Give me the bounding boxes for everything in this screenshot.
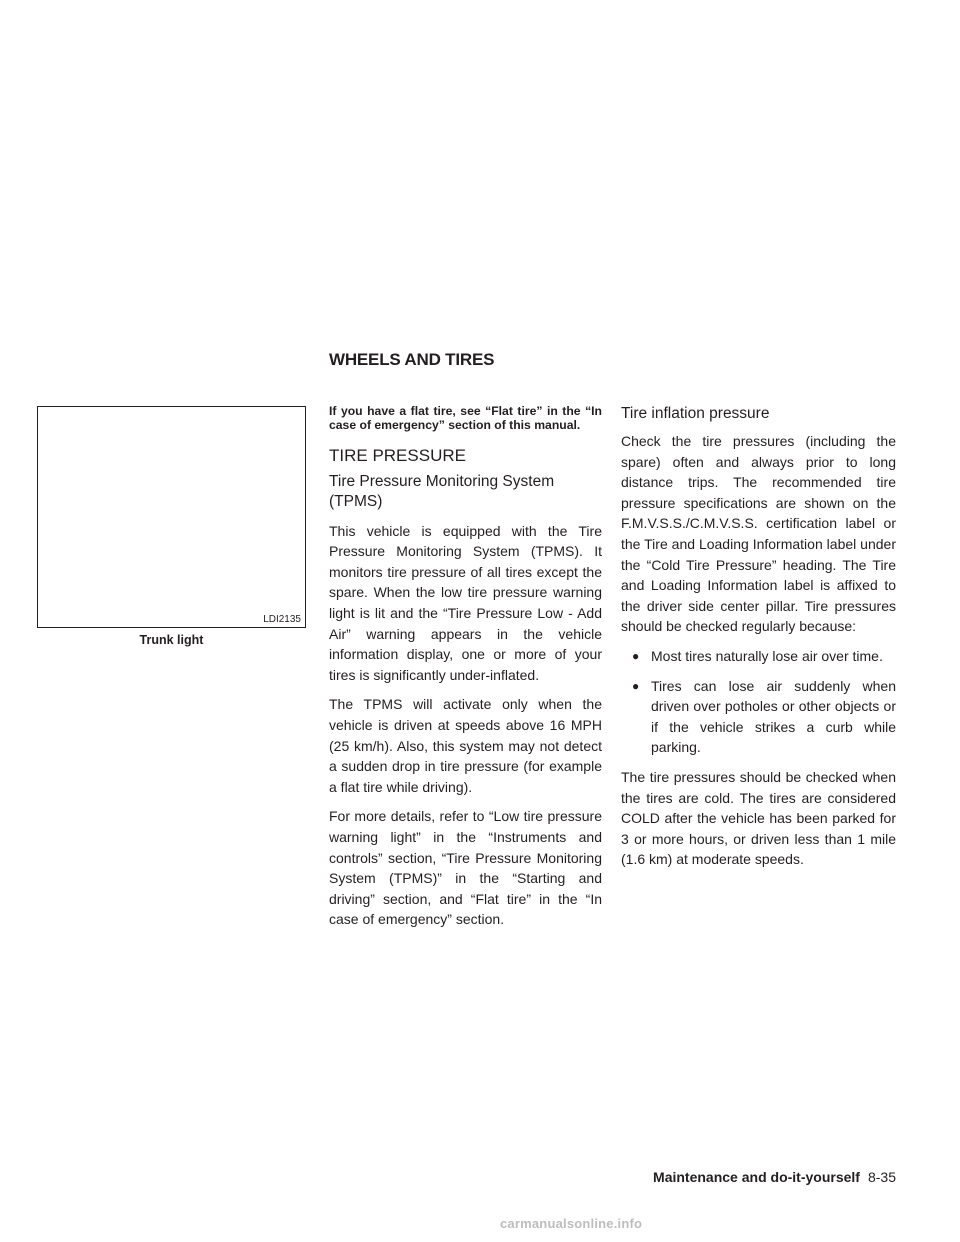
tpms-paragraph-1: This vehicle is equipped with the Tire Pressure Monitoring System (TPMS). It monitors tire pressure of all tires except the spare. When the low tire pressure warning light is lit and the “Tire Pressure Low - Add Air” warning appears in the vehicle information display, one or more of your tires is significantly under-inflated. bbox=[329, 522, 602, 683]
middle-column bbox=[329, 404, 602, 939]
figure-id: LDI2135 bbox=[263, 614, 301, 625]
figure-image bbox=[37, 406, 306, 628]
bullet-icon: ● bbox=[632, 648, 640, 663]
tire-pressure-heading: TIRE PRESSURE bbox=[329, 445, 466, 465]
list-item bbox=[621, 646, 896, 667]
page-footer bbox=[0, 1169, 896, 1185]
right-column bbox=[621, 404, 896, 879]
list-item-text: Most tires naturally lose air over time. bbox=[651, 647, 883, 664]
bullet-icon: ● bbox=[632, 678, 640, 693]
figure-caption: Trunk light bbox=[139, 633, 204, 647]
list-item bbox=[621, 676, 896, 758]
cold-tire-paragraph: The tire pressures should be checked when the tires are cold. The tires are considered COLD after the vehicle has been parked for 3 or more hours, or driven less than 1 mile (1.6 km) at moderate speeds. bbox=[621, 768, 896, 868]
inflation-subheading: Tire inflation pressure bbox=[621, 405, 770, 422]
footer-section-name: Maintenance and do-it-yourself bbox=[653, 1169, 860, 1185]
tpms-subheading: Tire Pressure Monitoring System (TPMS) bbox=[329, 472, 555, 510]
inflation-intro: Check the tire pressures (including the spare) often and always prior to long distance trips. The recommended tire pressure specifications are shown on the F.M.V.S.S./C.M.V.S.S. certification label or the Tire and Loading Information label under the “Cold Tire Pressure” heading. The Tire and Loading Information label is affixed to the driver side center pillar. Tire pressures should be checked regularly because: bbox=[621, 433, 896, 635]
page-number: 8-35 bbox=[867, 1169, 896, 1185]
tpms-paragraph-3: For more details, refer to “Low tire pressure warning light” in the “Instruments and controls” section, “Tire Pressure Monitoring System (TPMS)” in the “Starting and driving” section, and “Flat tire” in the “In case of emergency” section. bbox=[329, 808, 602, 928]
section-title: WHEELS AND TIRES bbox=[329, 350, 495, 369]
tpms-paragraph-2: The TPMS will activate only when the vehicle is driven at speeds above 16 MPH (25 km/h). Also, this system may not detect a sudden drop in tire pressure (for example a flat tire while driving). bbox=[329, 696, 602, 795]
flat-tire-note: If you have a flat tire, see “Flat tire” in the “In case of emergency” section of this manual. bbox=[329, 404, 602, 433]
reasons-list bbox=[621, 646, 896, 758]
watermark: carmanualsonline.info bbox=[500, 1216, 643, 1231]
list-item-text: Tires can lose air suddenly when driven over potholes or other objects or if the vehicle strikes a curb while parking. bbox=[651, 677, 896, 756]
